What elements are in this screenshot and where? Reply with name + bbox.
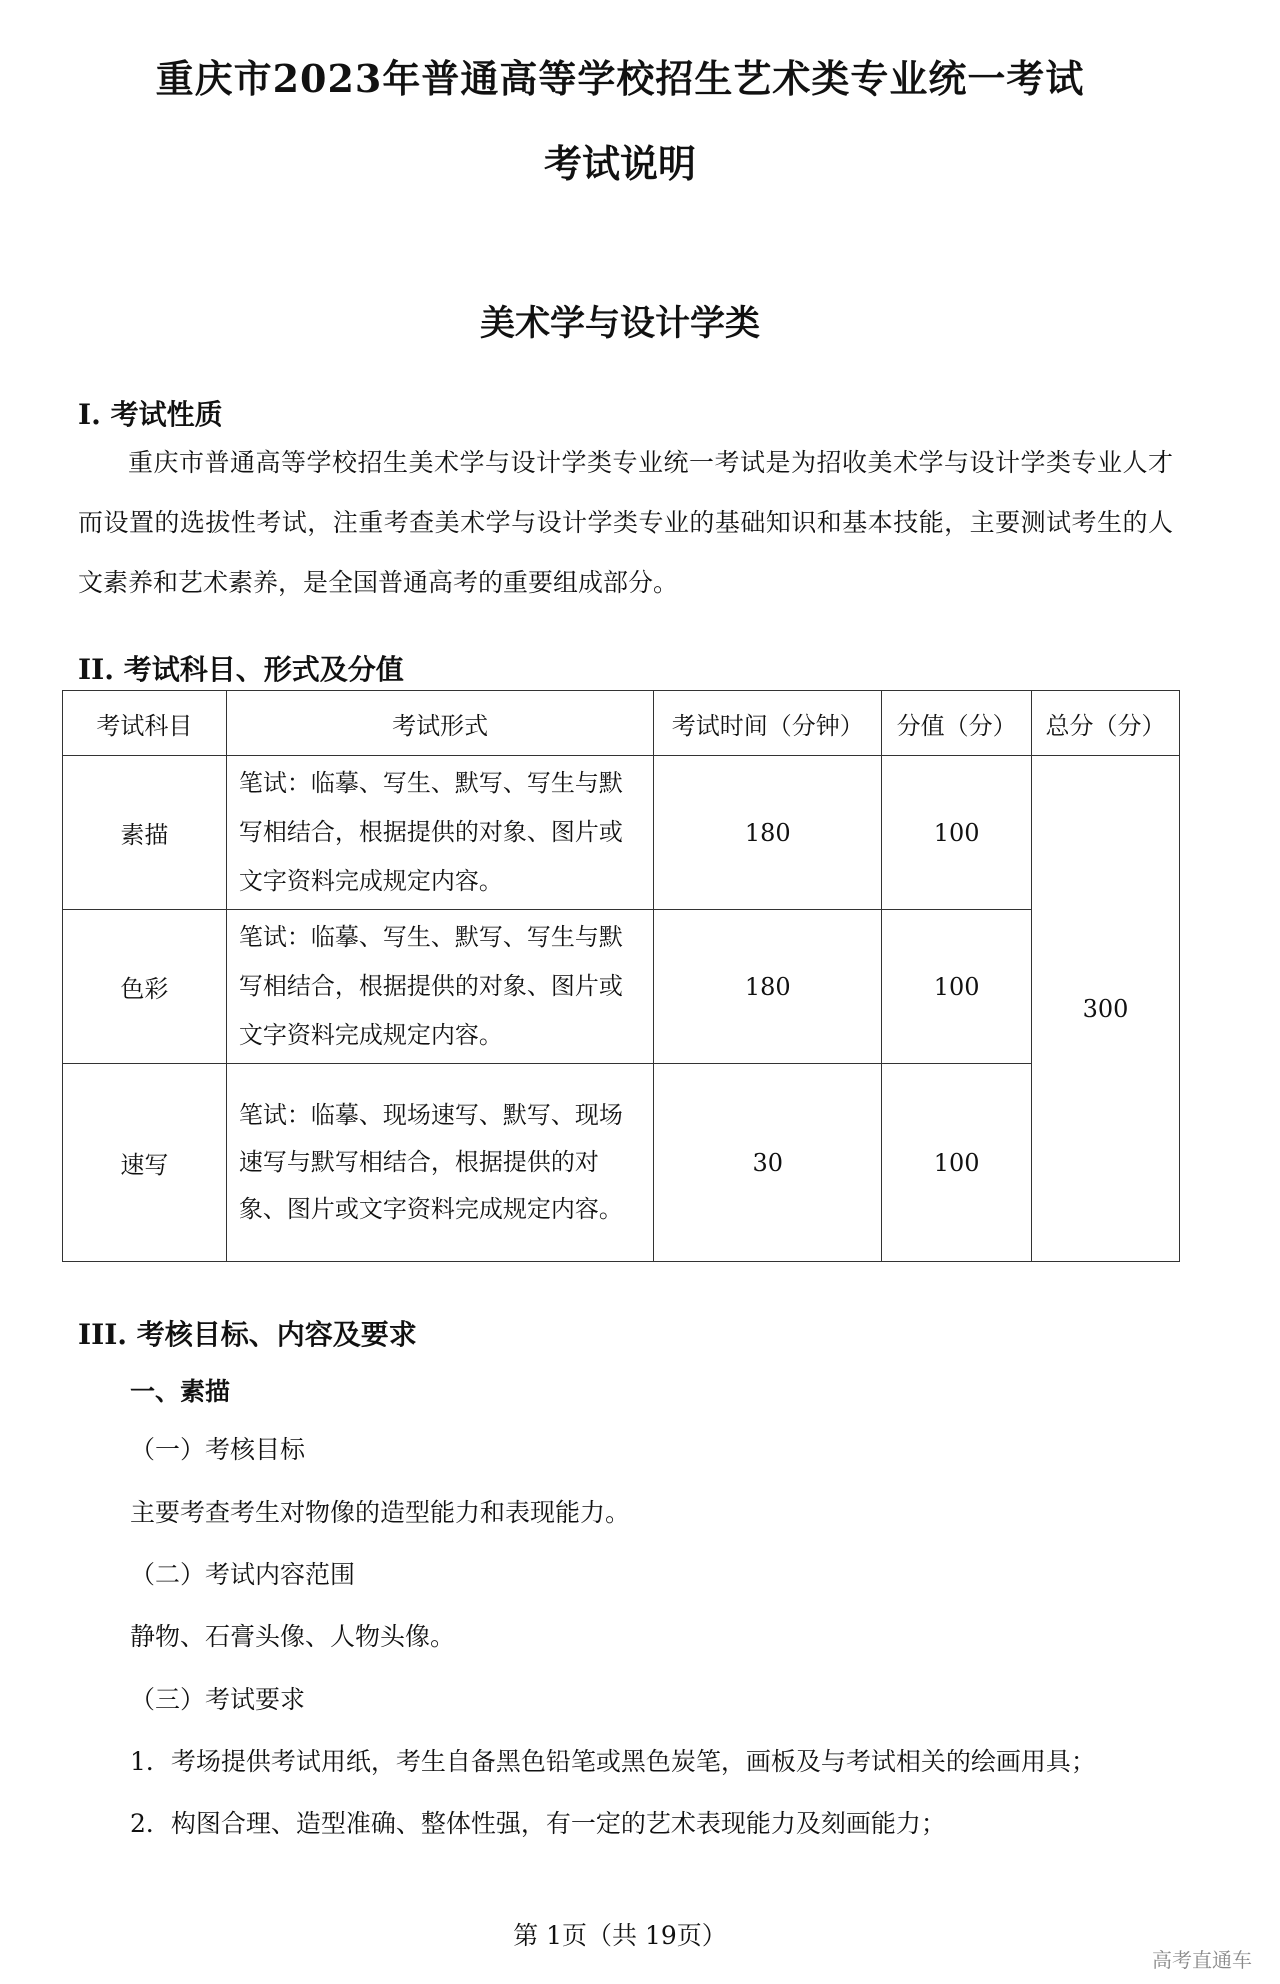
cell-subject: 色彩 [63, 910, 227, 1064]
header-total: 总分（分） [1032, 691, 1180, 756]
scope-text: 静物、石膏头像、人物头像。 [130, 1622, 456, 1651]
requirements-heading: （三）考试要求 [130, 1685, 306, 1714]
header-form: 考试形式 [226, 691, 654, 756]
goal-text: 主要考查考生对物像的造型能力和表现能力。 [130, 1498, 631, 1527]
subsection-sketch: 一、素描 [130, 1377, 231, 1406]
cell-subject: 速写 [63, 1064, 227, 1262]
section3-heading: III. 考核目标、内容及要求 [78, 1318, 417, 1351]
requirement-item: 1．考场提供考试用纸，考生自备黑色铅笔或黑色炭笔，画板及与考试相关的绘画用具； [130, 1747, 1096, 1776]
watermark: 高考直通车 [1152, 1948, 1252, 1972]
section1-paragraph: 重庆市普通高等学校招生美术学与设计学类专业统一考试是为招收美术学与设计学类专业人才而设置的选拔性考试，注重考查美术学与设计学类专业的基础知识和基本技能，主要测试考生的人文素养和艺术素养，是全国普通高考的重要组成部分。 [78, 448, 1173, 597]
cell-score: 100 [882, 756, 1032, 910]
cell-form: 笔试：临摹、写生、默写、写生与默写相结合，根据提供的对象、图片或文字资料完成规定内容。 [226, 756, 654, 910]
table-header-row [63, 691, 1180, 756]
cell-time: 30 [654, 1064, 882, 1262]
cell-score: 100 [882, 1064, 1032, 1262]
document-title: 重庆市2023年普通高等学校招生艺术类专业统一考试 [155, 56, 1085, 101]
scope-heading: （二）考试内容范围 [130, 1560, 356, 1589]
section2-heading: II. 考试科目、形式及分值 [78, 653, 404, 686]
requirement-item: 2．构图合理、造型准确、整体性强，有一定的艺术表现能力及刻画能力； [130, 1809, 946, 1838]
exam-table [62, 690, 1180, 1262]
cell-score: 100 [882, 910, 1032, 1064]
page-number: 第 1页（共 19页） [513, 1921, 727, 1950]
header-time: 考试时间（分钟） [654, 691, 882, 756]
cell-form: 笔试：临摹、写生、默写、写生与默写相结合，根据提供的对象、图片或文字资料完成规定内容。 [226, 910, 654, 1064]
category-heading: 美术学与设计学类 [479, 303, 760, 344]
section1-heading: I. 考试性质 [78, 398, 223, 431]
cell-time: 180 [654, 756, 882, 910]
table-row [63, 910, 1180, 1064]
header-subject: 考试科目 [63, 691, 227, 756]
table-row [63, 1064, 1180, 1262]
cell-total: 300 [1032, 756, 1180, 1262]
table-row [63, 756, 1180, 910]
document-subtitle: 考试说明 [543, 141, 696, 186]
cell-subject: 素描 [63, 756, 227, 910]
goal-heading: （一）考核目标 [130, 1435, 306, 1464]
cell-form: 笔试：临摹、现场速写、默写、现场速写与默写相结合，根据提供的对象、图片或文字资料完成规定内容。 [226, 1064, 654, 1262]
header-score: 分值（分） [882, 691, 1032, 756]
cell-time: 180 [654, 910, 882, 1064]
